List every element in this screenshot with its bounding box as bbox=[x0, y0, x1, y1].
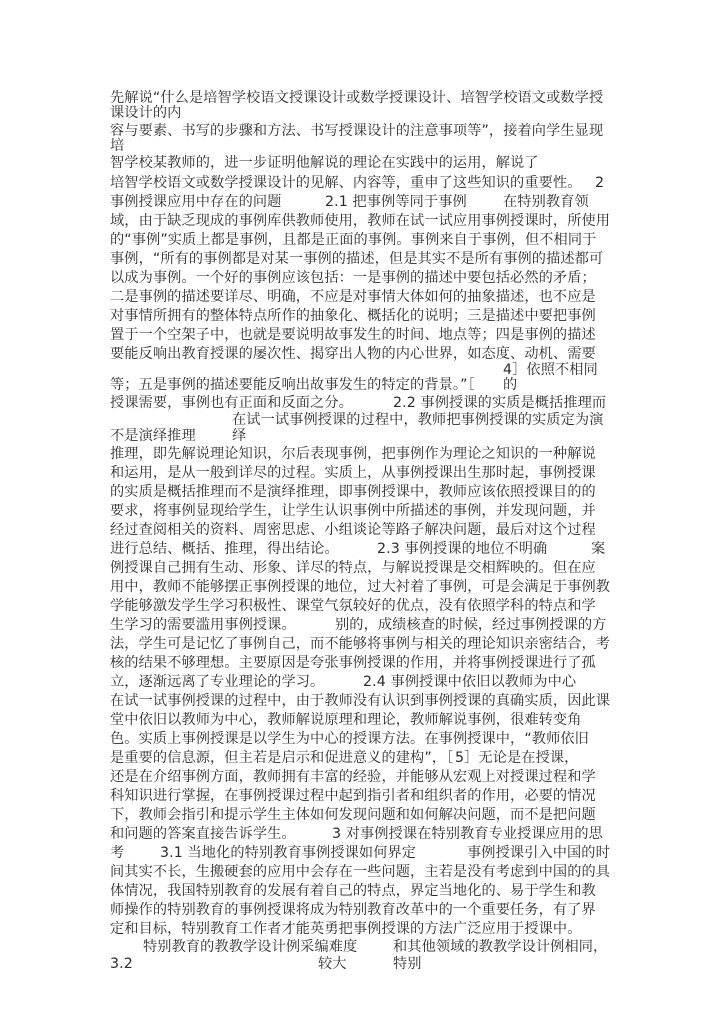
section-heading: 3.1 当地化的特别教育事例授课如何界定 bbox=[160, 845, 417, 861]
section-heading: 2.4 事例授课中依旧以教师为中心 bbox=[363, 674, 577, 690]
paragraph-line: 法，学生可是记忆了事例自己，而不能够将事例与相关的理论知识亲密结合，考 bbox=[110, 636, 611, 652]
paragraph-line: 课设计的内 bbox=[110, 105, 182, 121]
paragraph-line: 推理，即先解说理论知识，尔后表现事例，把事例作为理论之知识的一种解说 bbox=[110, 446, 596, 462]
section-heading: 2.3 事例授课的地位不明确 bbox=[377, 541, 548, 557]
paragraph-line: 培智学校语文或数学授课设计的见解、内容等，重申了这些知识的重要性。 bbox=[110, 175, 582, 191]
paragraph-line: 间其实不长，生搬硬套的应用中会存在一些问题，主若是没有考虑到中国的的具 bbox=[110, 864, 611, 880]
paragraph-line: 堂中依旧以教师为中心，教师解说原理和理论，教师解说事例，很难转变角 bbox=[110, 712, 582, 728]
paragraph-line: 二是事例的描述要详尽、明确，不应是对事情大体如何的抽象描述，也不应是 bbox=[110, 289, 596, 305]
section-number: 2 bbox=[595, 175, 605, 191]
paragraph-line: 定和目标，特别教育工作者才能英勇把事例授课的方法广泛应用于授课中。 bbox=[110, 921, 582, 937]
paragraph-line: 域，由于缺乏现成的事例库供教师使用，教师在试一试应用事例授课时，所使用 bbox=[110, 213, 611, 229]
paragraph-line: 是重要的信息源，但主若是启示和促进意义的建构”，［ bbox=[110, 750, 454, 766]
paragraph-line: 体情况，我国特别教育的发展有着自己的特点，界定当地化的、易于学生和教 bbox=[110, 883, 596, 899]
paragraph-line: 绎 bbox=[232, 428, 247, 444]
paragraph-line: 科知识进行掌握，在事例授课过程中起到指引者和组织者的作用，必要的情况 bbox=[110, 788, 596, 804]
paragraph-line: 和运用，是从一般到详尽的过程。实质上，从事例授课出生那时起，事例授课 bbox=[110, 465, 596, 481]
paragraph-line: 案 bbox=[591, 541, 606, 557]
paragraph-line: 核的结果不够理想。主要原因是夸张事例授课的作用，并将事例授课进行了孤 bbox=[110, 655, 596, 671]
paragraph-line: 例授课自己拥有生动、形象、详尽的特点，与解说授课是交相辉映的。但在应 bbox=[110, 560, 596, 576]
paragraph-line: 在试一试事例授课的过程中，教师把事例授课的实质定为演 bbox=[232, 412, 604, 428]
section-heading: 2.2 事例授课的实质是概括推理而 bbox=[393, 395, 607, 411]
paragraph-line: 要求，将事例显现给学生，让学生认识事例中所描述的事例，并发现问题，并 bbox=[110, 503, 596, 519]
paragraph-line: 等；五是事例的描述要能反响出故事发生的特定的背景。”［ bbox=[110, 377, 475, 393]
paragraph-line: 事例，“所有的事例都是对某一事例的描述，但是其实不是所有事例的描述都可 bbox=[110, 251, 604, 267]
citation-ref: 5］无论是在授课， bbox=[455, 750, 579, 766]
paragraph-line: 先解说“什么是培智学校语文授课设计或数学授课设计、培智学校语文或数学授 bbox=[110, 90, 604, 106]
paragraph-line: 要能反响出教育授课的屡次性、揭穿出人物的内心世界，如态度、动机、需要 bbox=[110, 346, 596, 362]
paragraph-line: 的 bbox=[503, 377, 518, 393]
section-heading: 事例授课应用中存在的问题 bbox=[110, 194, 282, 210]
paragraph-line: 和问题的答案直接告诉学生。 bbox=[110, 826, 296, 842]
paragraph-line: 容与要素、书写的步骤和方法、书写授课设计的注意事项等”，接着向学生显现 bbox=[110, 123, 604, 139]
paragraph-line: 的实质是概括推理而不是演绎推理，即事例授课中，教师应该依照授课目的的 bbox=[110, 484, 596, 500]
paragraph-line: 在试一试事例授课的过程中，由于教师没有认识到事例授课的真确实质，因此课 bbox=[110, 693, 611, 709]
paragraph-line: 学能够激发学生学习积极性、课堂气氛较好的优点，没有依照学科的特点和学 bbox=[110, 598, 596, 614]
paragraph-line: 立，逐渐远离了专业理论的学习。 bbox=[110, 674, 325, 690]
paragraph-line: 下，教师会指引和提示学生主体如何发现问题和如何解决问题，而不是把问题 bbox=[110, 807, 596, 823]
paragraph-line: 色。实质上事例授课是以学生为中心的授课方法。在事例授课中，“教师依旧 bbox=[110, 731, 589, 747]
paragraph-line: 用中，教师不能够摆正事例授课的地位，过大衬着了事例，可是会满足于事例教 bbox=[110, 579, 611, 595]
section-heading: 考 bbox=[110, 845, 125, 861]
paragraph-line: 在特别教育领 bbox=[503, 194, 589, 210]
citation-ref: 4］依照不相同 bbox=[503, 362, 598, 378]
section-heading: 2.1 把事例等同于事例 bbox=[325, 194, 467, 210]
paragraph-line: 置于一个空架子中，也就是要说明故事发生的时间、地点等；四是事例的描述 bbox=[110, 327, 596, 343]
paragraph-line: 还是在介绍事例方面，教师拥有丰富的经验，并能够从宏观上对授课过程和学 bbox=[110, 769, 596, 785]
paragraph-line: 别的，成绩核查的时候，经过事例授课的方 bbox=[335, 617, 607, 633]
paragraph-line: 授课需要，事例也有正面和反面之分。 bbox=[110, 395, 353, 411]
paragraph-line: 师操作的特别教育的事例授课将成为特别教育改革中的一个重要任务，有了界 bbox=[110, 902, 596, 918]
section-heading: 特别教育的教教学设计例采编难度 bbox=[143, 939, 358, 955]
paragraph-line: 事例授课引入中国的时 bbox=[467, 845, 610, 861]
paragraph-line: 智学校某教师的，进一步证明他解说的理论在实践中的运用，解说了 bbox=[110, 155, 539, 171]
section-number: 3.2 bbox=[110, 956, 133, 972]
section-heading: 3 对事例授课在特别教育专业授课应用的思 bbox=[332, 826, 603, 842]
paragraph-line: 的“事例”实质上都是事例，且都是正面的事例。事例来自于事例，但不相同于 bbox=[110, 232, 597, 248]
paragraph-line: 生学习的需要滥用事例授课。 bbox=[110, 617, 296, 633]
paragraph-line: 对事情所拥有的整体特点所作的抽象化、概括化的说明；三是描述中要把事例 bbox=[110, 308, 596, 324]
section-heading: 不是演绎推理 bbox=[110, 428, 196, 444]
section-heading: 较大 bbox=[318, 956, 347, 972]
paragraph-line: 进行总结、概括、推理，得出结论。 bbox=[110, 541, 339, 557]
paragraph-line: 和其他领域的教教学设计例相同， bbox=[393, 939, 608, 955]
paragraph-line: 特别 bbox=[393, 956, 422, 972]
paragraph-line: 培 bbox=[110, 138, 125, 154]
paragraph-line: 以成为事例。一个好的事例应该包括：一是事例的描述中要包括必然的矛盾； bbox=[110, 270, 596, 286]
paragraph-line: 经过查阅相关的资料、周密思虑、小组谈论等路子解决问题，最后对这个过程 bbox=[110, 522, 596, 538]
